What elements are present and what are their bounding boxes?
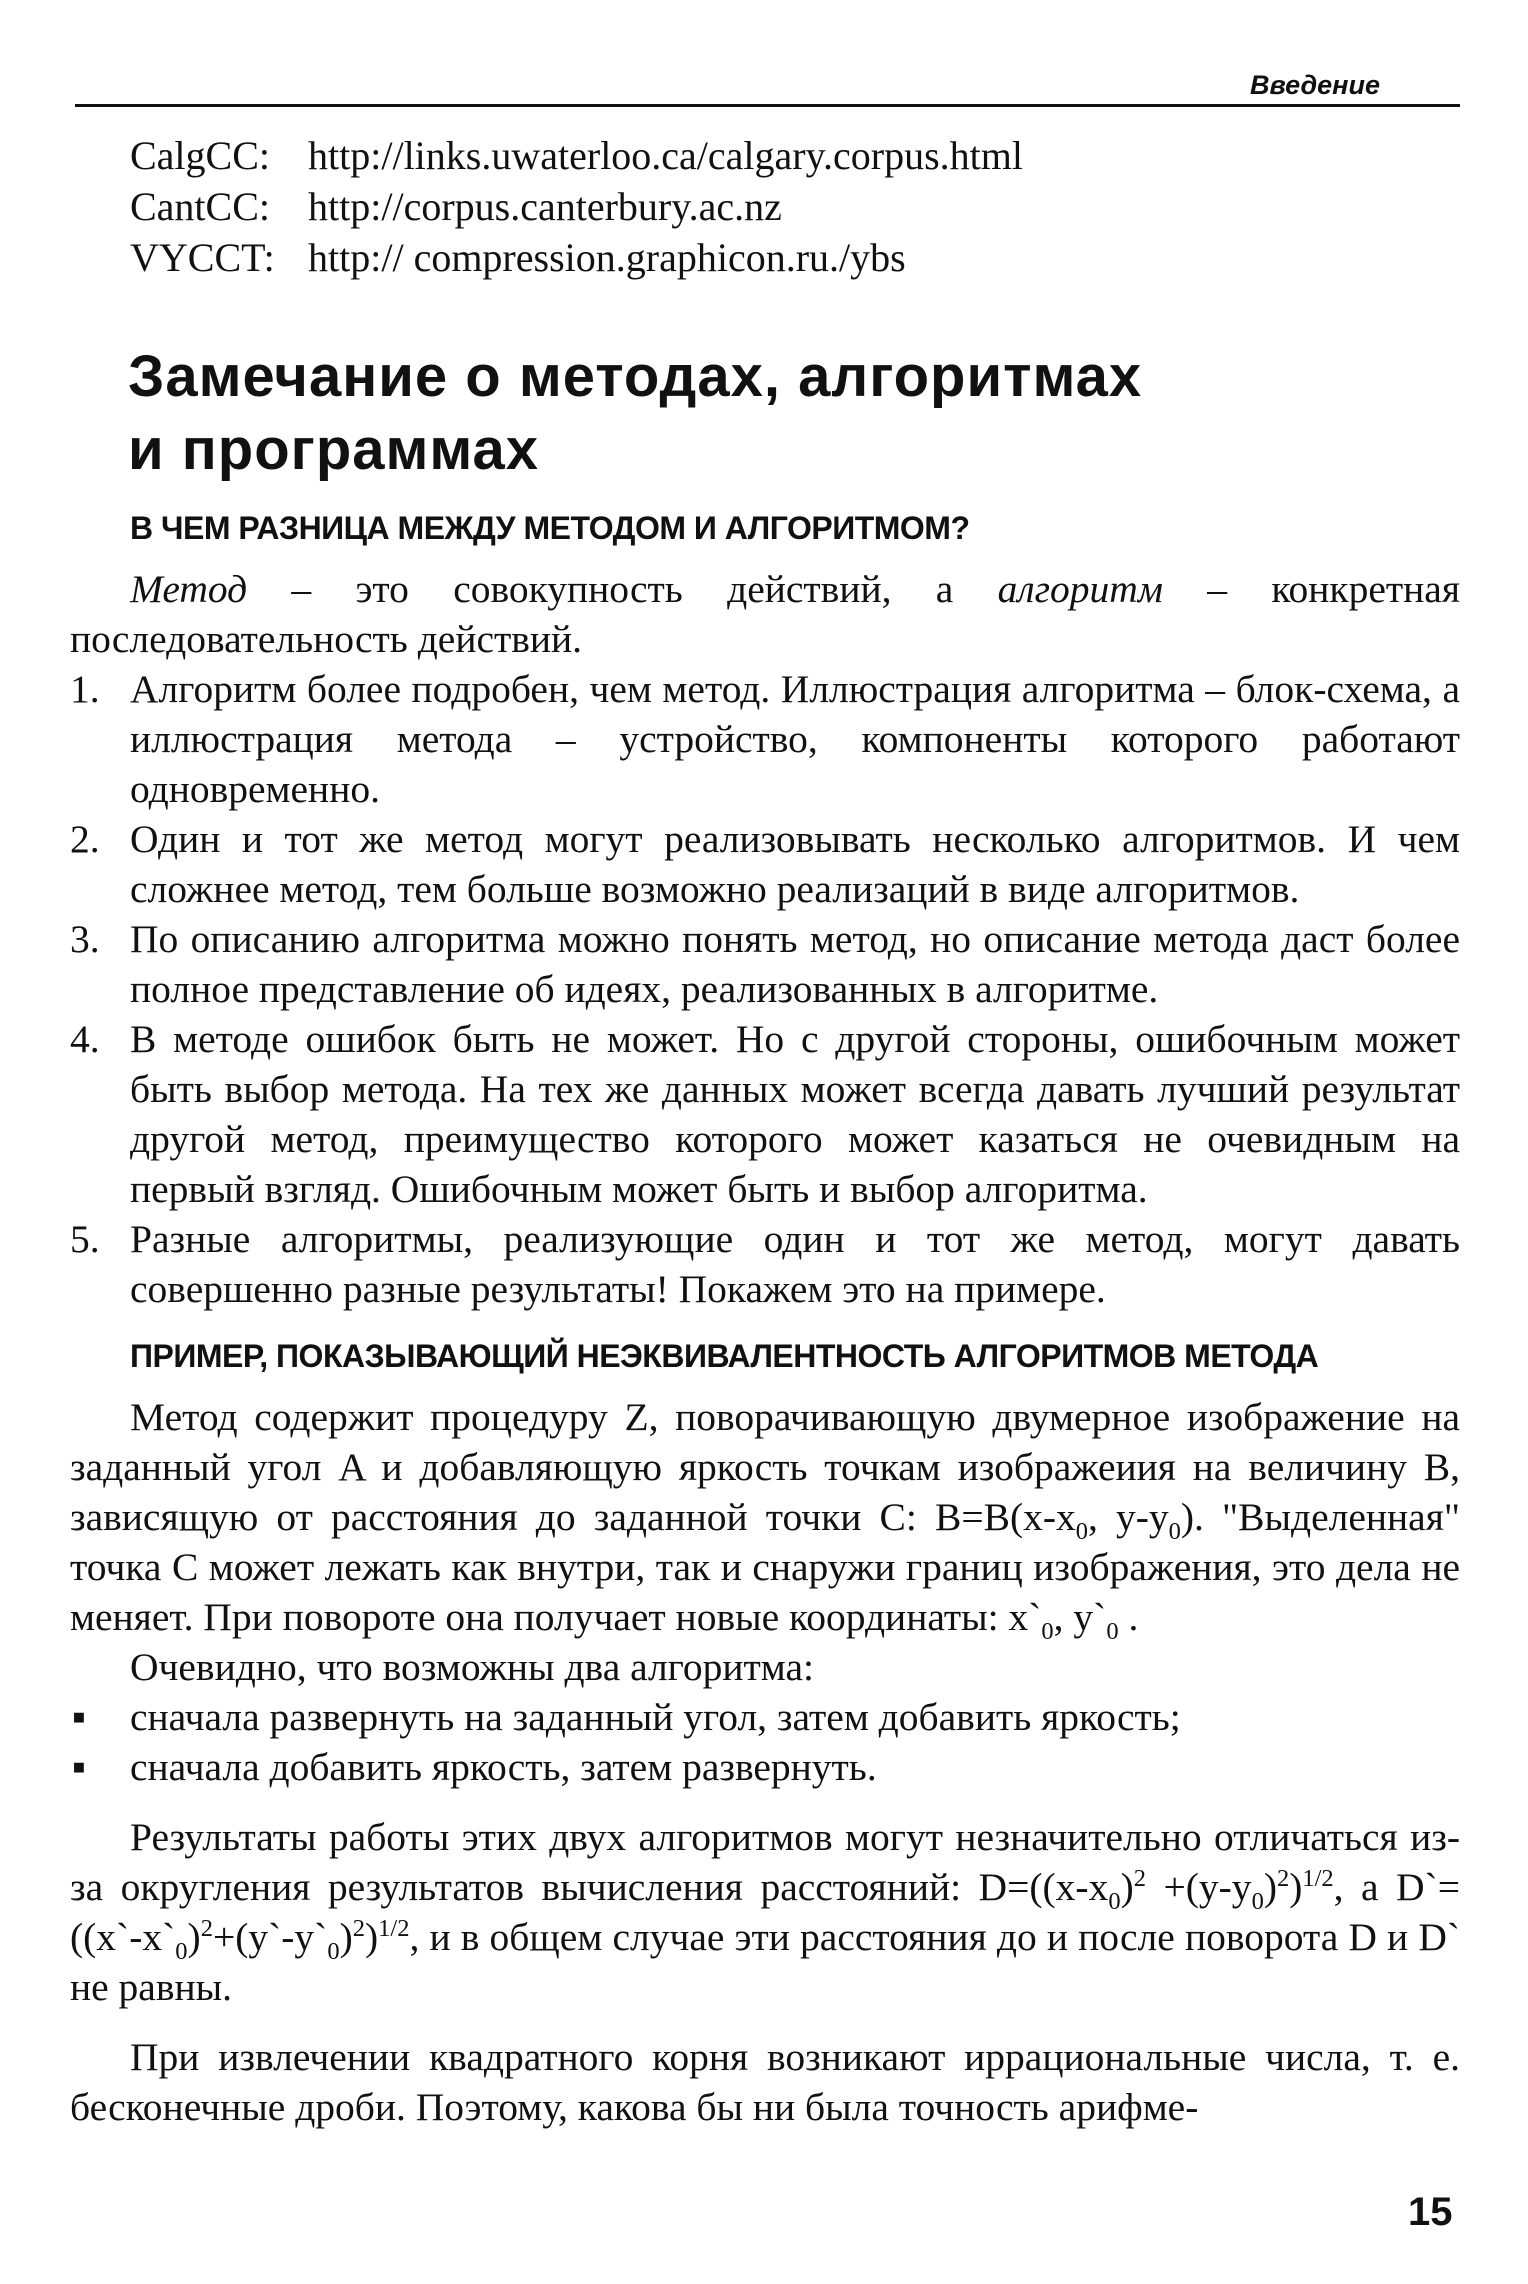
- term-algorithm: алгоритм: [997, 567, 1163, 611]
- roots-paragraph: При извлечении квадратного корня возникают иррациональные числа, т. е. бесконечные дроби. Поэтому, какова бы ни была точность арифме-: [70, 2035, 1460, 2129]
- header-rule: [75, 104, 1460, 107]
- list-item: 3. По описанию алгоритма можно понять метод, но описание метода даст более полное представление об идеях, реализованных в алгоритме.: [70, 917, 1460, 1011]
- bullet-icon: ▪: [72, 1745, 87, 1789]
- section-1-body: [70, 564, 1460, 1314]
- bullet-icon: ▪: [72, 1695, 87, 1739]
- results-paragraph: Результаты работы этих двух алгоритмов могут незначительно отличаться из-за округления результатов вычисления расстояний: $D=((x-x_0)^2 +(y-y_0)^2)^{1/2}$, а $D`=((x`-x`_0)^2+(y`-y`_0)^2)^{1/2}$, и в общем случае эти расстояния до и после поворота D и D` не равны.: [70, 1815, 1460, 2009]
- corpus-links: [130, 130, 1023, 283]
- list-item: 2. Один и тот же метод могут реализовывать несколько алгоритмов. И чем сложнее метод, тем больше возможно реализаций в виде алгоритмов.: [70, 817, 1460, 911]
- bullet-item: ▪ сначала добавить яркость, затем развернуть.: [70, 1742, 1460, 1792]
- definition-paragraph: Метод – это совокупность действий, а алгоритм – конкретная последовательность действий.: [70, 567, 1460, 661]
- list-item: 1. Алгоритм более подробен, чем метод. Иллюстрация алгоритма – блок-схема, а иллюстрация метода – устройство, компоненты которого работают одновременно.: [70, 667, 1460, 811]
- running-header: Введение: [1250, 70, 1381, 100]
- section-2-body: [70, 1392, 1460, 2132]
- example-paragraph: Метод содержит процедуру Z, поворачивающую двумерное изображение на заданный угол A и добавляющую яркость точкам изображеиия на величину B, зависящую от расстояния до заданной точки C: $B=B(x-x_0$, $y-y_0$). "Выделенная" точка C может лежать как внутри, так и снаружи границ изображения, это дела не меняет. При повороте она получает новые координаты: $x`_0$, $y`_0$ .: [70, 1395, 1461, 1645]
- numbered-list: [70, 664, 1460, 1314]
- section-heading-example: ПРИМЕР, ПОКАЗЫВАЮЩИЙ НЕЭКВИВАЛЕНТНОСТЬ АЛГОРИТМОВ МЕТОДА: [130, 1338, 1319, 1374]
- link-row: [130, 130, 1023, 181]
- list-item: 4. В методе ошибок быть не может. Но с другой стороны, ошибочным может быть выбор метода. На тех же данных может всегда давать лучший результат другой метод, преимущество которого может казаться не очевидным на первый взгляд. Ошибочным может быть и выбор алгоритма.: [70, 1017, 1460, 1211]
- link-url: http:// compression.graphicon.ru./ybs: [308, 235, 906, 280]
- link-key: CantCC:: [130, 184, 271, 229]
- page-number: 15: [1408, 2190, 1453, 2234]
- list-item: 5. Разные алгоритмы, реализующие один и тот же метод, могут давать совершенно разные результаты! Покажем это на примере.: [70, 1217, 1460, 1311]
- bullet-item: ▪ сначала развернуть на заданный угол, затем добавить яркость;: [70, 1692, 1460, 1742]
- link-url: http://links.uwaterloo.ca/calgary.corpus.html: [308, 133, 1023, 178]
- link-key: VYCCT:: [130, 235, 275, 280]
- link-row: [130, 181, 1023, 232]
- link-key: CalgCC:: [130, 133, 271, 178]
- link-url: http://corpus.canterbury.ac.nz: [308, 184, 782, 229]
- paragraph-two-algorithms: Очевидно, что возможны два алгоритма:: [130, 1645, 815, 1689]
- link-row: [130, 232, 1023, 283]
- chapter-section-title: [128, 340, 1328, 486]
- title-line: Замечание о методах, алгоритмах: [128, 344, 1143, 409]
- bullet-list: [70, 1692, 1460, 1792]
- title-line: и программах: [128, 417, 540, 482]
- section-heading-method-vs-algorithm: В ЧЕМ РАЗНИЦА МЕЖДУ МЕТОДОМ И АЛГОРИТМОМ?: [130, 510, 970, 546]
- term-method: Метод: [130, 567, 248, 611]
